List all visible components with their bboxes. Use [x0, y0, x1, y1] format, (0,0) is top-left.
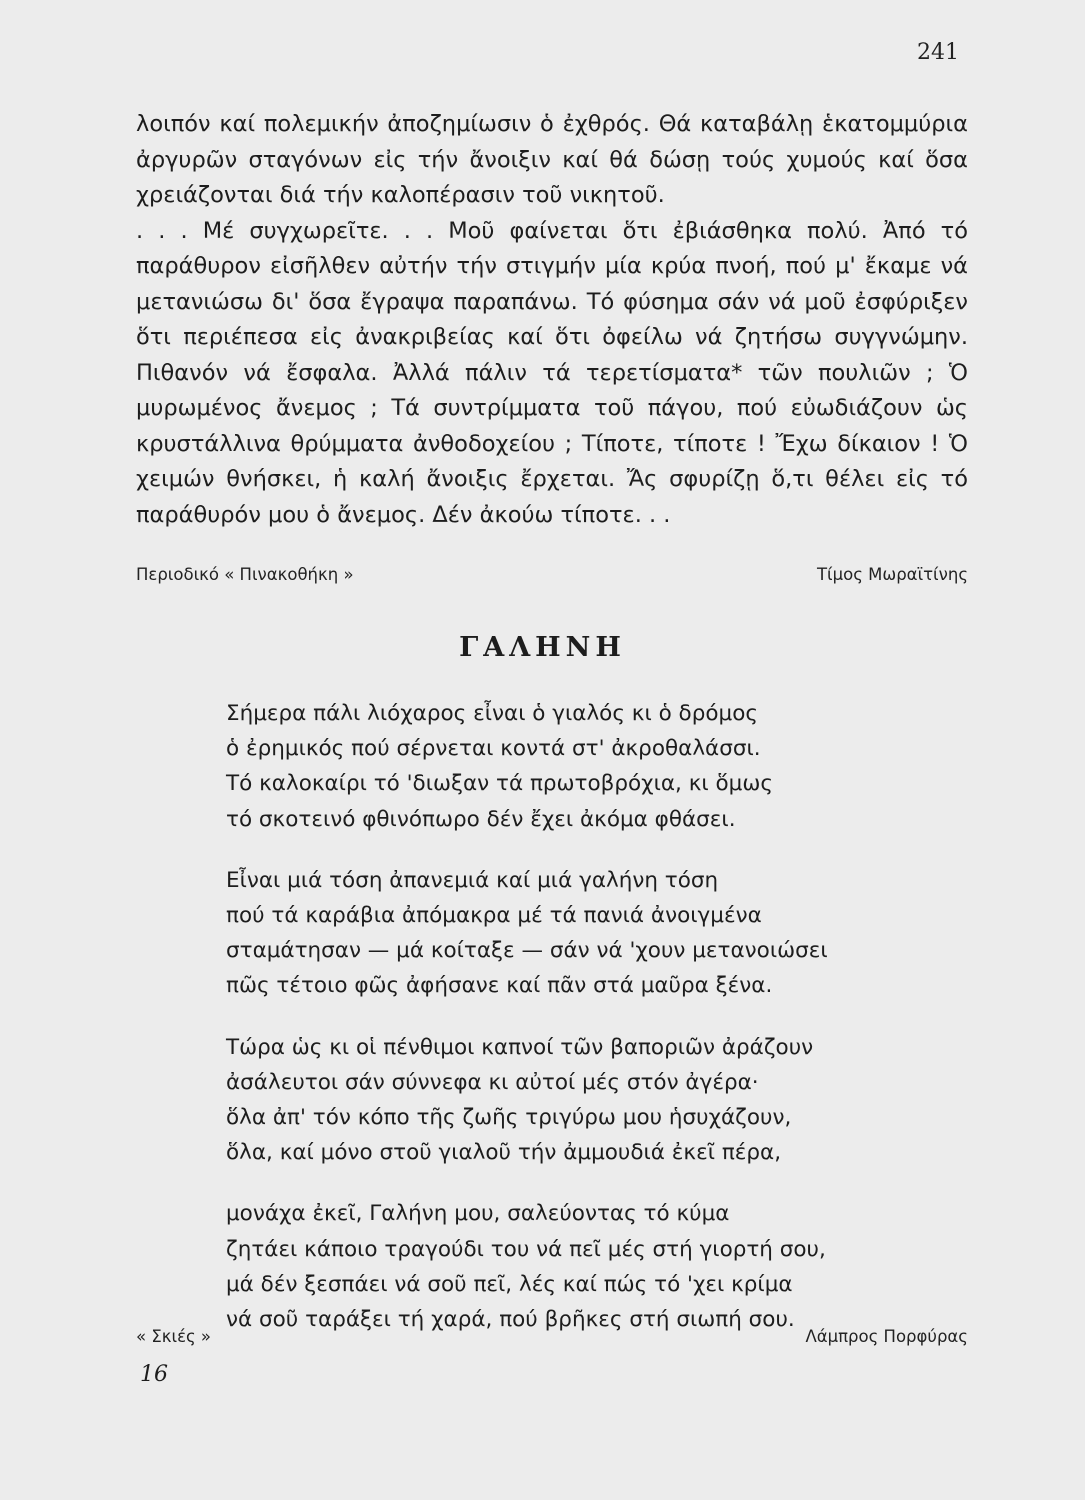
poem-line: Εἶναι μιά τόση ἀπανεμιά καί μιά γαλήνη τόση — [226, 867, 719, 893]
poem-line: Τώρα ὡς κι οἱ πένθιμοι καπνοί τῶν βαποριῶν ἀράζουν — [226, 1034, 814, 1060]
poem-line: μονάχα ἐκεῖ, Γαλήνη μου, σαλεύοντας τό κύμα — [226, 1201, 730, 1227]
poem-line: νά σοῦ ταράξει τή χαρά, πού βρῆκες στή σιωπή σου. — [226, 1307, 795, 1333]
poem-line: μά δέν ξεσπάει νά σοῦ πεῖ, λές καί πώς τό 'χει κρίμα — [226, 1271, 793, 1297]
poem-credit — [136, 1327, 968, 1346]
poem-line: Τό καλοκαίρι τό 'διωξαν τά πρωτοβρόχια, κι ὅμως — [226, 771, 773, 797]
poem-line: πῶς τέτοιο φῶς ἀφήσανε καί πᾶν στά μαῦρα ξένα. — [226, 973, 773, 999]
prose-paragraph: λοιπόν καί πολεμικήν ἀποζημίωσιν ὁ ἐχθρός. Θά καταβάλῃ ἑκατομμύρια ἀργυρῶν σταγόνων εἰς τήν ἄνοιξιν καί θά δώσῃ τούς χυμούς καί ὅσα χρειάζονται διά τήν καλοπέρασιν τοῦ νικητοῦ. — [136, 111, 968, 208]
poem-line: τό σκοτεινό φθινόπωρο δέν ἔχει ἀκόμα φθάσει. — [226, 806, 736, 832]
prose-credit — [136, 565, 968, 584]
poem-line: σταμάτησαν — μά κοίταξε — σάν νά 'χουν μετανοιώσει — [226, 938, 828, 964]
poem-stanza — [226, 1030, 946, 1171]
poem-stanza — [226, 863, 946, 1004]
poem-stanza — [226, 1196, 946, 1337]
signature-number: 16 — [140, 1362, 168, 1387]
prose-paragraph: . . . Μέ συγχωρεῖτε. . . Μοῦ φαίνεται ὅτι ἐβιάσθηκα πολύ. Ἀπό τό παράθυρον εἰσῆλθεν αὐτήν τήν στιγμήν μία κρύα πνοή, πού μ' ἔκαμε νά μετανιώσω δι' ὅσα ἔγραψα παραπάνω. Τό φύσημα σάν νά μοῦ ἐσφύριξεν ὅτι περιέπεσα εἰς ἀνακριβείας καί ὅτι ὀφείλω νά ζητήσω συγγνώμην. Πιθανόν νά ἔσφαλα. Ἀλλά πάλιν τά τερετίσματα* τῶν πουλιῶν ; Ὁ μυρωμένος ἄνεμος ; Τά συντρίμματα τοῦ πάγου, πού εὐωδιάζουν ὡς κρυστάλλινα θρύμματα ἀνθοδοχείου ; Τίποτε, τίποτε ! Ἔχω δίκαιον ! Ὁ χειμών θνήσκει, ἡ καλή ἄνοιξις ἔρχεται. Ἄς σφυρίζῃ ὅ,τι θέλει εἰς τό παράθυρόν μου ὁ ἄνεμος. Δέν ἀκούω τίποτε. . . — [136, 217, 968, 528]
poem-line: ὅλα, καί μόνο στοῦ γιαλοῦ τήν ἀμμουδιά ἐκεῖ πέρα, — [226, 1140, 782, 1166]
poem-line: Σήμερα πάλι λιόχαρος εἶναι ὁ γιαλός κι ὁ δρόμος — [226, 701, 758, 726]
poem-line: ὅλα ἀπ' τόν κόπο τῆς ζωῆς τριγύρω μου ἡσυχάζουν, — [226, 1105, 792, 1131]
prose-excerpt — [136, 107, 968, 533]
prose-author: Τίμος Μωραϊτίνης — [816, 565, 968, 584]
poem-author: Λάμπρος Πορφύρας — [805, 1327, 968, 1346]
poem-title: ΓΑΛΗΝΗ — [459, 632, 626, 663]
poem-stanza — [226, 696, 946, 837]
poem-line: ἀσάλευτοι σάν σύννεφα κι αὐτοί μές στόν ἀγέρα· — [226, 1069, 759, 1095]
poem-source: « Σκιές » — [136, 1327, 212, 1346]
poem-line: ζητάει κάποιο τραγούδι του νά πεῖ μές στή γιορτή σου, — [226, 1236, 826, 1262]
poem-line: πού τά καράβια ἀπόμακρα μέ τά πανιά ἀνοιγμένα — [226, 903, 762, 929]
page-number: 241 — [917, 40, 959, 65]
poem-line: ὁ ἐρημικός πού σέρνεται κοντά στ' ἀκροθαλάσσι. — [226, 736, 761, 762]
poem — [226, 696, 946, 1363]
prose-source: Περιοδικό « Πινακοθήκη » — [136, 565, 354, 584]
